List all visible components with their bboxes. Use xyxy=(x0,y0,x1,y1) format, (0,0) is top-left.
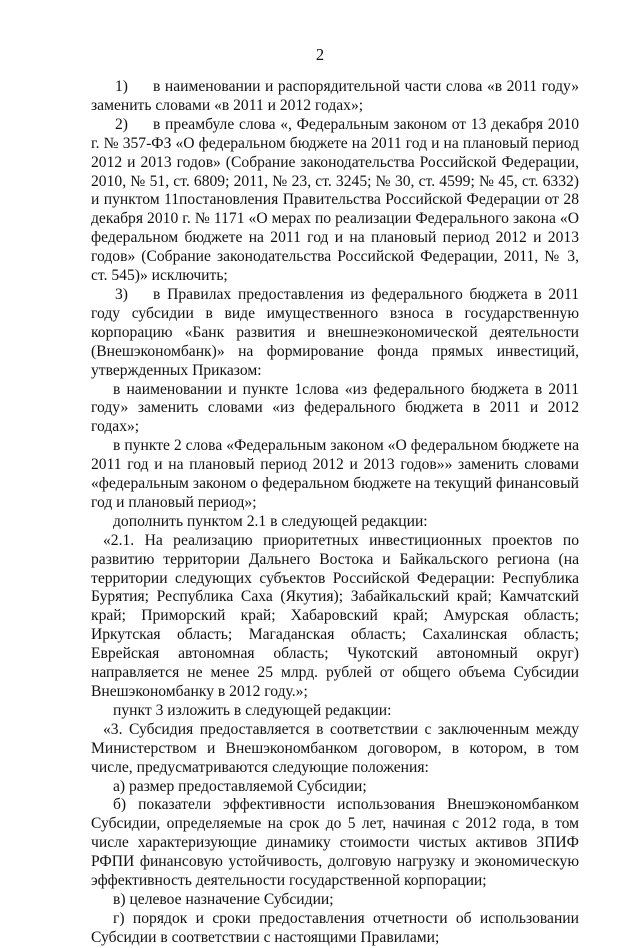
item-number: 3) xyxy=(115,285,128,303)
subitem-v: в) целевое назначение Субсидии; xyxy=(113,890,334,908)
paragraph-item-3 xyxy=(91,286,579,381)
item-number: 2) xyxy=(115,115,128,133)
page-number: 2 xyxy=(315,45,325,64)
document-body xyxy=(91,78,579,948)
paragraph-text: в наименовании и распорядительной части слова «в 2011 году» заменить словами «в 2011 и 2012 годах»; xyxy=(91,78,579,114)
paragraph-add-2-1: дополнить пунктом 2.1 в следующей редакции: xyxy=(113,512,428,530)
paragraph-clause-3-intro: пункт 3 изложить в следующей редакции: xyxy=(113,701,392,719)
subitem-b: б) показатели эффективности использования Внешэкономбанком Субсидии, определяемые на срок до 5 лет, начиная с 2012 года, в том числе характеризующие динамику стоимости чистых активов ЗПИФ РФПИ финансовую устойчивость, долговую нагрузку и экономическую эффективность деятельности государственной корпорации; xyxy=(91,796,579,890)
paragraph-clause-2-1: «2.1. На реализацию приоритетных инвестиционных проектов по развитию территории Дальнего Востока и Байкальского региона (на территории следующих субъектов Российской Федерации: Республика Бурятия; Республика Саха (Якутия); Забайкальский край; Камчатский край; Приморский край; Хабаровский край; Амурская область; Иркутская область; Магаданская область; Сахалинская область; Еврейская автономная область; Чукотский автономный округ) направляется не менее 25 млрд. рублей от общего объема Субсидии Внешэкономбанку в 2012 году.»; xyxy=(91,531,579,700)
subitem-g: г) порядок и сроки предоставления отчетности об использовании Субсидии в соответствии с настоящими Правилами; xyxy=(91,909,579,946)
subitem-a: а) размер предоставляемой Субсидии; xyxy=(113,777,367,795)
paragraph-text: в преамбуле слова «, Федеральным законом от 13 декабря 2010 г. № 357-ФЗ «О федеральном бюджете на 2011 год и на плановый период 2012 и 2013 годов» (Собрание законодательства Российской Федерации, 2010, № 51, ст. 6809; 2011, № 23, ст. 3245; № 30, ст. 4599; № 45, ст. 6332) и пунктом 11постановления Правительства Российской Федерации от 28 декабря 2010 г. № 1171 «О мерах по реализации Федерального закона «О федеральном бюджете на 2011 год и на плановый период 2012 и 2013 годов» (Собрание законодательства Российской Федерации, 2011, № 3, ст. 545)» исключить; xyxy=(91,115,579,285)
paragraph-rename: в наименовании и пункте 1слова «из федерального бюджета в 2011 году» заменить словами «из федерального бюджета в 2011 и 2012 годах»; xyxy=(91,380,579,436)
paragraph-text: в Правилах предоставления из федерального бюджета в 2011 году субсидии в виде имущественного взноса в государственную корпорацию «Банк развития и внешнеэкономической деятельности (Внешэкономбанк)» на формирование фонда прямых инвестиций, утвержденных Приказом: xyxy=(91,285,579,379)
item-number: 1) xyxy=(115,78,128,95)
paragraph-clause-2: в пункте 2 слова «Федеральным законом «О федеральном бюджете на 2011 год и на плановый период 2012 и 2013 годов»» заменить словами «федеральным законом о федеральном бюджете на текущий финансовый год и плановый период»; xyxy=(91,437,579,511)
paragraph-clause-3: «3. Субсидия предоставляется в соответствии с заключенным между Министерством и Внешэкономбанком договором, в котором, в том числе, предусматриваются следующие положения: xyxy=(91,720,579,776)
paragraph-item-2 xyxy=(91,116,579,286)
paragraph-item-1 xyxy=(91,78,579,116)
